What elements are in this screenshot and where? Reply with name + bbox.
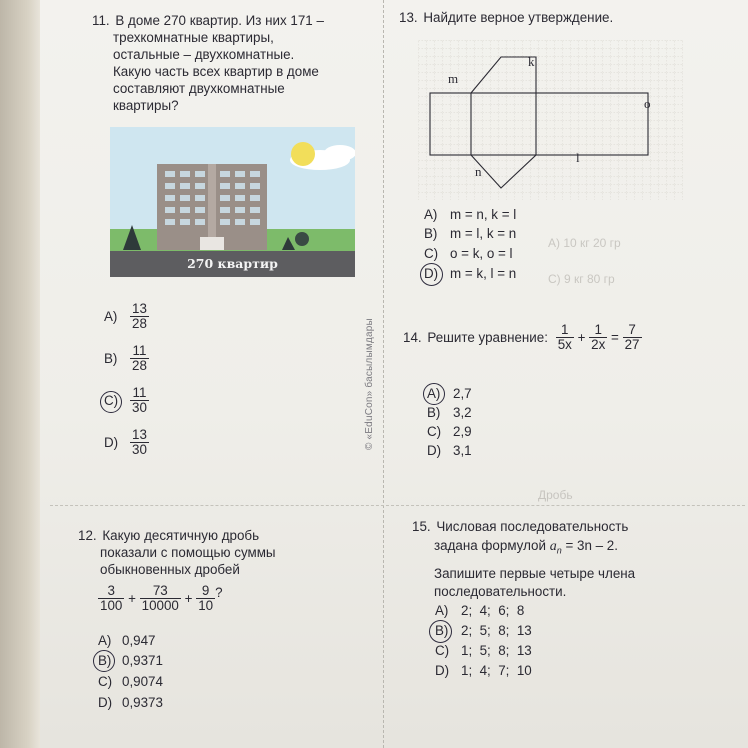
question-number: 11.	[92, 13, 110, 28]
q14-option-a[interactable]: A) 2,7	[427, 386, 472, 401]
q12-option-a[interactable]: A) 0,947	[98, 633, 156, 648]
option-letter: C)	[104, 393, 119, 408]
building-picture	[110, 127, 355, 277]
label-m: m	[448, 71, 459, 86]
fraction: $\frac{3}{100}$	[100, 583, 123, 613]
question-text: обыкновенных дробей	[100, 562, 240, 577]
answer-mark-circle	[423, 383, 445, 405]
fraction: $\frac{11}{30}$	[132, 385, 147, 415]
answer-mark-circle	[100, 391, 122, 413]
net-diagram	[418, 40, 683, 200]
question-15	[412, 518, 732, 600]
prism-net-figure	[418, 40, 683, 200]
question-11	[92, 12, 372, 114]
q13-option-b[interactable]: B) m = l, k = n	[424, 226, 517, 241]
q13-option-c[interactable]: C) o = k, o = l	[424, 246, 513, 261]
label-o: o	[644, 96, 651, 111]
fraction: $\frac{9}{10}$	[198, 583, 214, 613]
question-text: Какую десятичную дробь	[102, 528, 260, 543]
question-text: остальные – двухкомнатные.	[113, 47, 295, 62]
answer-mark-circle	[93, 650, 115, 672]
question-12	[78, 527, 378, 578]
answer-mark-circle	[420, 263, 443, 286]
question-number: 13.	[399, 10, 418, 25]
q11-option-d[interactable]	[104, 428, 149, 457]
q14-option-c[interactable]: C) 2,9	[427, 424, 472, 439]
label-n: n	[475, 164, 482, 179]
option-letter: D)	[104, 435, 119, 450]
q12-expression: $\frac{3}{100}$ + $\frac{73}{10000}$ + $\frac{9}{10}$ ?	[100, 583, 223, 613]
option-letter: B)	[104, 351, 118, 366]
publisher-mark: © «EduCon» басылымдары	[364, 318, 375, 450]
row-divider	[50, 505, 745, 506]
fraction: $\frac{1}{5x}$	[557, 322, 572, 352]
question-13	[399, 9, 613, 26]
question-number: 15.	[412, 519, 431, 534]
question-text: Какую часть всех квартир в доме	[113, 64, 319, 79]
bleed-through: A) 10 кг 20 гр	[548, 236, 621, 250]
question-text: В доме 270 квартир. Из них 171 –	[115, 13, 324, 28]
question-text: показали с помощью суммы	[100, 545, 276, 560]
fraction: $\frac{11}{28}$	[132, 343, 147, 373]
label-k: k	[528, 54, 535, 69]
question-text: трехкомнатные квартиры,	[113, 30, 274, 45]
q13-option-d[interactable]: D) m = k, l = n	[424, 266, 517, 281]
q13-option-a[interactable]: A) m = n, k = l	[424, 207, 517, 222]
question-text: Запишите первые четыре члена	[434, 565, 636, 581]
question-text: Решите уравнение:	[427, 330, 548, 345]
label-l: l	[576, 150, 580, 165]
fraction: $\frac{73}{10000}$	[141, 583, 179, 613]
question-text: Числовая последовательность	[436, 519, 629, 534]
q12-option-b[interactable]: B) 0,9371	[98, 653, 163, 668]
q11-option-a[interactable]	[104, 302, 149, 331]
fraction: $\frac{13}{30}$	[132, 427, 147, 457]
answer-mark-circle	[429, 620, 452, 643]
sun-icon	[291, 142, 315, 166]
q14-option-b[interactable]: B) 3,2	[427, 405, 472, 420]
question-text: задана формулой $a_n = 3n - 2$.	[434, 538, 618, 556]
q12-option-c[interactable]: C) 0,9074	[98, 674, 163, 689]
question-text: составляют двухкомнатные	[113, 81, 285, 96]
fraction: $\frac{7}{27}$	[624, 322, 640, 352]
question-text: последовательности.	[434, 583, 567, 599]
question-text: Найдите верное утверждение.	[423, 10, 614, 25]
question-14: 14. Решите уравнение: $\frac{1}{5x}$ + $\frac{1}{2x}$ = $\frac{7}{27}$	[403, 322, 640, 352]
q12-option-d[interactable]: D) 0,9373	[98, 695, 163, 710]
picture-caption: 270 квартир	[187, 256, 278, 271]
q14-option-d[interactable]: D) 3,1	[427, 443, 472, 458]
q15-option-d[interactable]: D) 1; 4; 7; 10	[435, 663, 532, 678]
fraction: $\frac{13}{28}$	[132, 301, 147, 331]
building-illustration	[110, 127, 355, 277]
question-text: квартиры?	[113, 98, 179, 113]
book-binding	[0, 0, 40, 748]
question-number: 12.	[78, 528, 97, 543]
q15-option-c[interactable]: C) 1; 5; 8; 13	[435, 643, 532, 658]
option-letter: A)	[104, 309, 118, 324]
column-divider	[383, 0, 385, 748]
fraction: $\frac{1}{2x}$	[591, 322, 606, 352]
bleed-through: Дробь	[538, 488, 573, 502]
q11-option-b[interactable]	[104, 344, 149, 373]
bleed-through: C) 9 кг 80 гр	[548, 272, 615, 286]
q15-option-b[interactable]: B) 2; 5; 8; 13	[435, 623, 532, 638]
q15-option-a[interactable]: A) 2; 4; 6; 8	[435, 603, 525, 618]
question-number: 14.	[403, 330, 422, 345]
